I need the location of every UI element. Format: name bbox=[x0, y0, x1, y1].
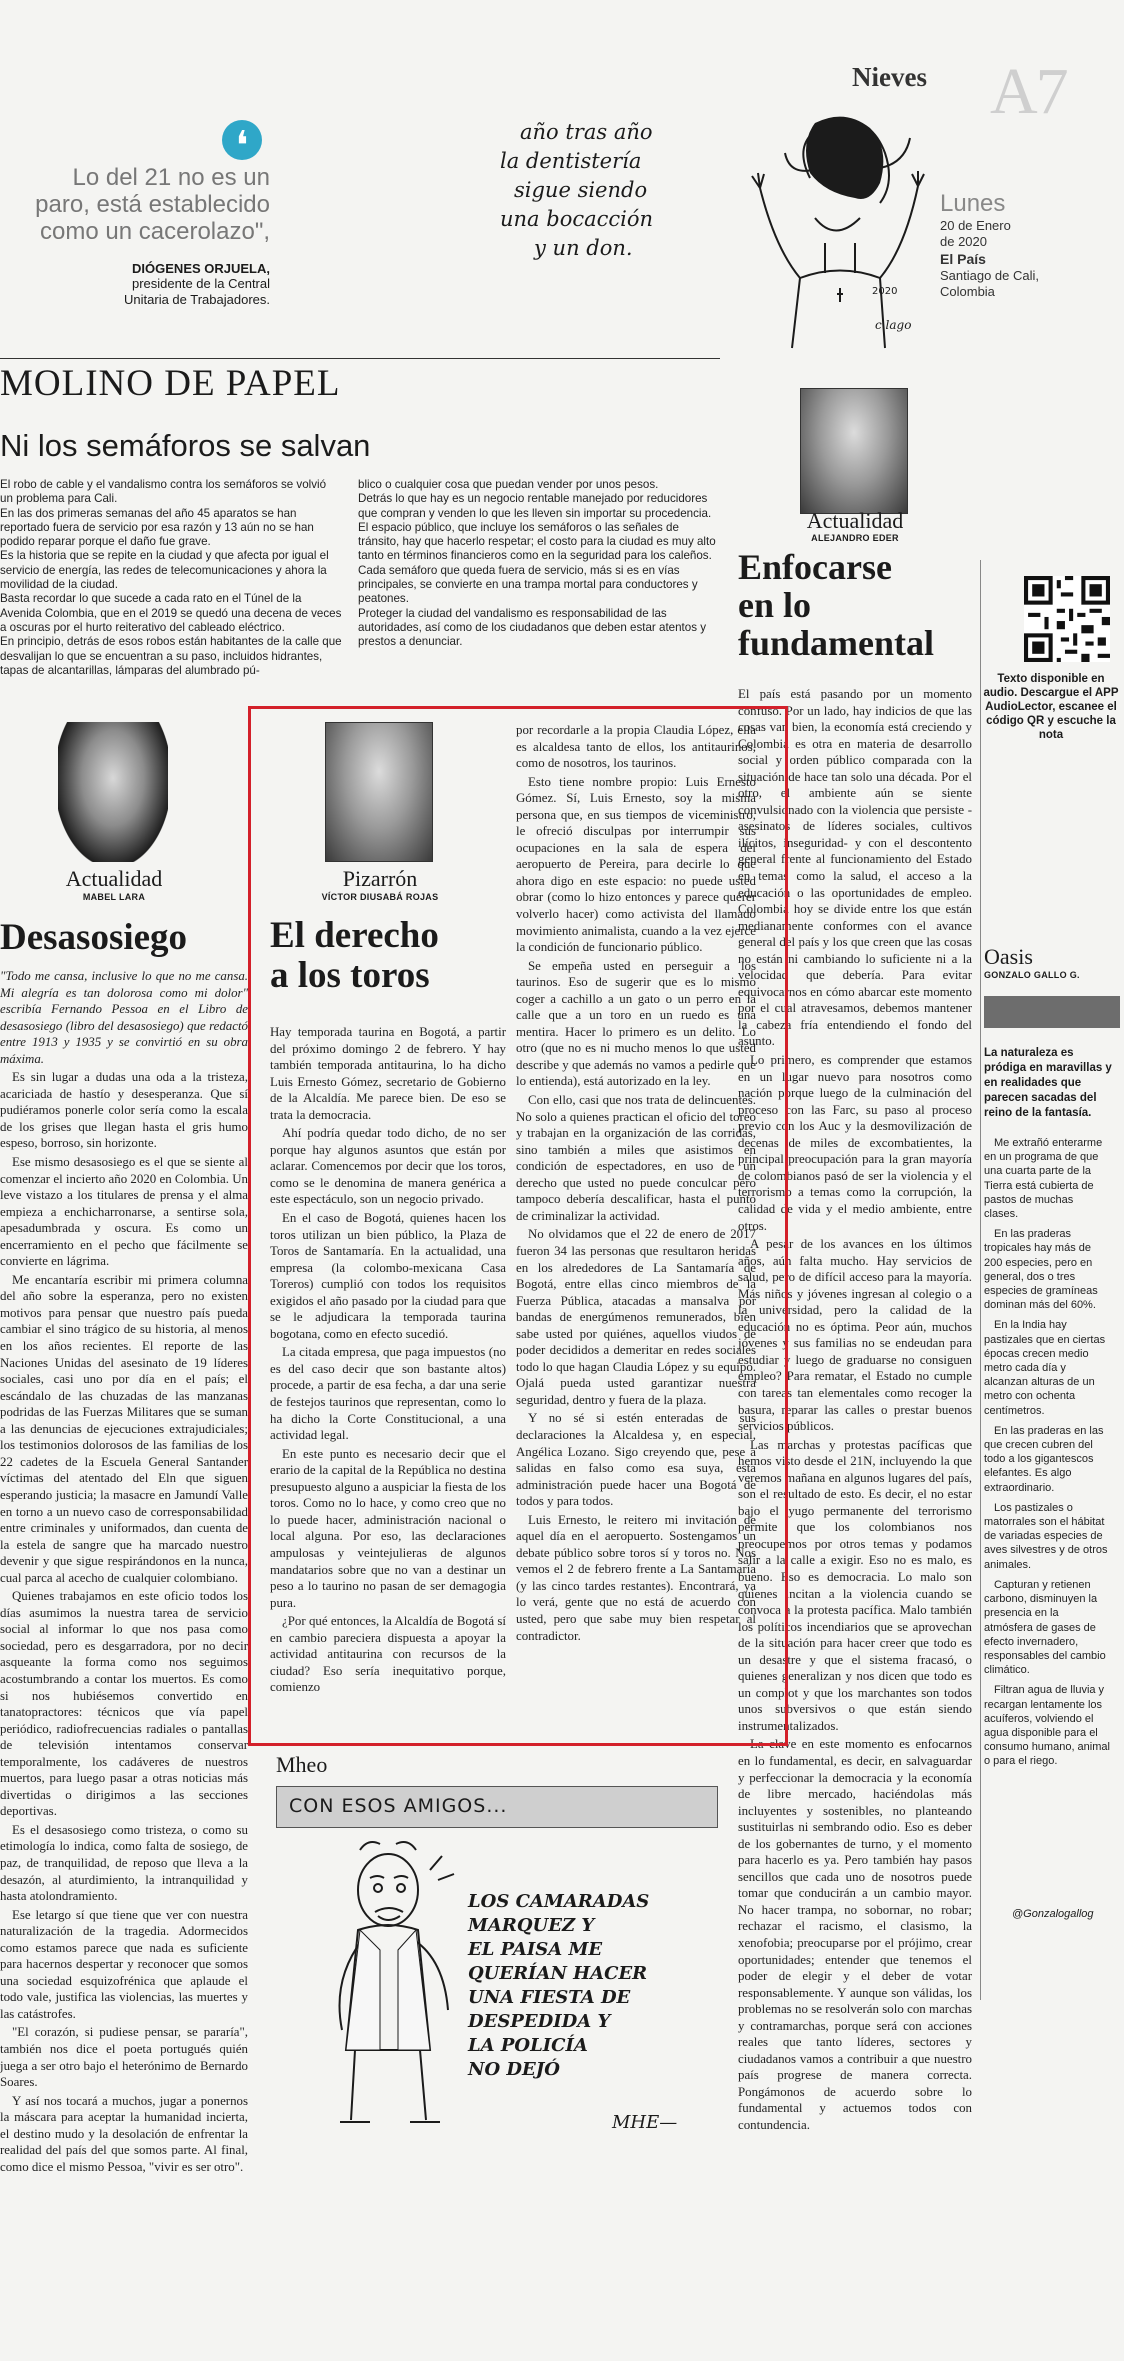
edition-city: Santiago de Cali, Colombia bbox=[940, 268, 1040, 299]
quote-text: Lo del 21 no es un paro, está establecido como un cacerolazo", bbox=[35, 164, 270, 245]
speech-line: UNA FIESTA DE bbox=[468, 1987, 631, 2008]
paragraph: Me extrañó enterarme en un programa de que una cuarta parte de la Tierra está cubierta de pastos de muchas clases. bbox=[984, 1137, 1103, 1221]
speech-line: EL PAISA ME bbox=[468, 1939, 603, 1960]
qr-caption: Texto disponible en audio. Descargue el APP AudioLector, escanee el código QR y escuche la nota bbox=[983, 673, 1119, 741]
quote-mark-icon: ❛ bbox=[222, 120, 262, 160]
paragraph: En la India hay pastizales que en ciertas épocas crecen medio metro cada día y alcanzan alturas de un metro con ochenta centímetros. bbox=[984, 1319, 1106, 1417]
mheo-speech bbox=[468, 1890, 698, 2082]
paragraph: Me encantaría escribir mi primera columna del año sobre la esperanza, pero no existen motivos para pensar que nuestro país pueda cambiar el sino trágico de su historia, al menos en los años recientes. El reporte de las Naciones Unidas del asesinato de 19 líderes sociales, casi uno por día en el país; el escándalo de las chuzadas de las manzanas podridas de las Fuerzas Militares que se suman a las denuncias de ejecuciones extrajudiciales; los testimonios dolorosos de las familias de los 22 cadetes de la Escuela General Santander víctimas del atentado del Eln que siguen esperando justicia; la masacre en Jamundí Valle en torno a un nuevo caso de corresponsabilidad entre criminales y uniformados, dan cuenta de la estela de sangre que ha marcado nuestro devenir y que sigue respirándonos en la nunca, cual parca al acecho de cualquier colombiano. bbox=[0, 1272, 248, 1585]
mheo-character-illustration bbox=[300, 1830, 470, 2140]
mheo-signature: MHE— bbox=[612, 2112, 678, 2133]
paragraph: Cada semáforo que queda fuera de servicio, más si es en vías principales, se convierte en una trampa mortal para conductores y peatones. bbox=[358, 563, 698, 606]
eder-headline bbox=[738, 548, 968, 662]
paragraph: Las marchas y protestas pacíficas que hemos visto desde el 21N, incluyendo la que veremos mañana en algunos lugares del país, son el resultado de esto. Es decir, el no estar bajo el yugo permanente del terrorismo permite que los colombianos nos preocupemos por otros temas y podamos salir a la calle a exigir. Eso no es malo, es bueno. Eso es democracia. Lo malo son quienes incitan a la violencia cuando se convoca a la protesta pacífica. Malo también los políticos incendiarios que se aprovechan de la situación para hacer creer que todo es un desastre y que el sistema fracasó, o quienes generalizan y nos dicen que todo es un complot y que los marchantes son todos unos subversivos o que están siendo instrumentalizados. bbox=[738, 1437, 972, 1733]
rojas-author: VÍCTOR DIUSABÁ ROJAS bbox=[321, 892, 439, 902]
molino-column-1 bbox=[0, 478, 342, 708]
paragraph: Y no sé si estén enteradas de sus declaraciones la Alcaldesa y, en especial, Angélica Lozano. Sigo creyendo que, pese a salidas en falso como esa suya, esta administración puede hacer una Bogotá de todos y para todos. bbox=[516, 1411, 756, 1509]
paragraph: En las praderas en las que crecen cubren del todo a los gigantescos elefantes. Es algo extraordinario. bbox=[984, 1424, 1104, 1494]
paragraph: En este punto es necesario decir que el erario de la capital de la República no destina presupuesto alguno a auspiciar la fiesta de los toros. Como no lo hace, y como creo que no lo puede hacer, administración nacional o local alguna. Por eso, las declaraciones ampulosas y veintejulieras de algunos mandatarios sobre que no van a destinar un peso a lo taurino no pasan de ser demagogia pura. bbox=[270, 1446, 506, 1610]
edition-day: Lunes bbox=[940, 190, 1006, 217]
paragraph: No olvidamos que el 22 de enero de 2017 fueron 34 las personas que resultaron heridas en los alrededores de La Santamaría de Bogotá, entre ellas cinco miembros de la Fuerza Pública, atacadas a mansalva por bandas de energúmenos remunerados, bien sabe usted por quiénes, aquellos viudos de poder decididos a demeritar en redes sociales todo lo que hagan Claudia López y su equipo. Ojalá pueda usted garantizar nuestra seguridad, dentro y fuera de la plaza. bbox=[516, 1227, 756, 1407]
rojas-column-1 bbox=[270, 1024, 506, 1724]
page-number: A7 bbox=[990, 55, 1067, 128]
molino-headline: Ni los semáforos se salvan bbox=[0, 428, 371, 463]
cartoon-signature: c.lago bbox=[875, 318, 912, 332]
paragraph: Con ello, casi que nos trata de delincuentes. No solo a quienes practican el oficio del toreo y trabajan en la organización de las corridas, sino también a miles que asistimos en condición de espectadores, en uso de un derecho que usted no puede conculcar pero tampoco debería descalificar, hasta el punto de criminalizar la actividad. bbox=[516, 1093, 756, 1223]
paragraph: En las dos primeras semanas del año 45 aparatos se han reportado fuera de servicio por esa razón y 13 aún no se han podido reparar porque el daño fue grave. bbox=[0, 506, 314, 549]
paragraph: Filtran agua de lluvia y recargan lentamente los acuíferos, volviendo el agua disponible para el consumo humano, animal o para el riego. bbox=[984, 1684, 1110, 1768]
speech-line: NO DEJÓ bbox=[468, 2059, 560, 2080]
paragraph: Esto tiene nombre propio: Luis Ernesto Gómez. Sí, Luis Ernesto, soy la misma persona que, en sus tiempos de viceministro, le ofreció disculpas por interrumpir sus ocupaciones en la sala de espera del aeropuerto de Pereira, para decirle lo que ahora digo en este espacio: no puede usted obrar (como lo hizo entonces y parece querer volverlo hacer) como activista del llamado movimiento animalista, cuando a la vez ejerce la condición de funcionario público. bbox=[516, 774, 756, 955]
speech-line: QUERÍAN HACER bbox=[468, 1963, 648, 1984]
lara-headline: Desasosiego bbox=[0, 917, 188, 958]
headline-line: a los toros bbox=[270, 955, 430, 996]
speech-line: MARQUEZ Y bbox=[468, 1915, 595, 1936]
paragraph: Basta recordar lo que sucede a cada rato en el Túnel de la Avenida Colombia, que en el 2019 se quedó una decena de veces a oscuras por el hurto reiterativo del cableado eléctrico. bbox=[0, 592, 342, 634]
eder-author: ALEJANDRO EDER bbox=[811, 533, 899, 543]
paragraph: A pesar de los avances en los últimos años, aún falta mucho. Hay servicios de salud, pero de difícil acceso para la mayoría. Más niños y jóvenes ingresan al colegio o a la universidad, pero la calidad de la educación no es óptima. Peor aún, muchos jóvenes y sus familias no se endeudan para estudiar y luego de graduarse no consiguen empleo? Para rematar, el Estado no cumple con tareas tan elementales como recoger la basura, reparar las calles o prestar buenos servicios públicos. bbox=[738, 1237, 972, 1434]
molino-column-2 bbox=[358, 478, 716, 708]
edition-date: 20 de Enero de 2020 bbox=[940, 218, 1011, 249]
paragraph: Los pastizales o matorrales son el hábitat de variadas especies de aves silvestres y de otros animales. bbox=[984, 1501, 1108, 1571]
oasis-lead: La naturaleza es pródiga en maravillas y en realidades que parecen sacadas del reino de la fantasía. bbox=[984, 1047, 1112, 1119]
paragraph: Proteger la ciudad del vandalismo es responsabilidad de las autoridades, así como de los ciudadanos que deben estar atentos y prestos a denunciar. bbox=[358, 606, 707, 649]
caption-line: la dentistería bbox=[500, 149, 642, 173]
paragraph: Es la historia que se repite en la ciudad y que afecta por igual el servicio de energía, las redes de telecomunicaciones y ahora la movilidad de la ciudad. bbox=[0, 549, 329, 592]
paragraph: En el caso de Bogotá, quienes hacen los toros utilizan un bien público, la Plaza de Toros de Santamaría. En la actualidad, una empresa (la colombo-mexicana Casa Toreros) cumplió con todos los requisitos exigidos el año pasado por la ciudad para que se le adjudicara la temporada taurina bogotana, como en efecto sucedió. bbox=[270, 1211, 506, 1341]
lara-body bbox=[0, 968, 248, 2210]
author-photo-rojas bbox=[325, 722, 433, 862]
paragraph: La clave en este momento es enfocarnos en lo fundamental, es decir, en salvaguardar y perfeccionar la democracia y la economía de libre mercado, haciéndolas más incluyentes y sostenibles, no planteando sustituirlas ni sembrando odio. Eso es deber de los gobernantes de turno, y el momento para hacerlo es ya. Pero también hay pasos sencillos que cada uno de nosotros puede tomar que conducirán a un cambio mayor. No hacer trampa, no sobornar, no robar; rechazar el racismo, el clasismo, la xenofobia; preocuparse por el prójimo, crear oportunidades; entender que tenemos el poder de elegir y el deber de votar responsablemente. Y aunque son válidas, los problemas no se resolverán solo con marchas y contramarchas, porque será con acciones reales que tanto líderes, sectores y ciudadanos vamos a contribuir a que nuestro país progrese de manera correcta. Pongámonos de acuerdo sobre lo fundamental y actuemos todos con contundencia. bbox=[738, 1737, 972, 2133]
speech-line: DESPEDIDA Y bbox=[468, 2011, 611, 2032]
paragraph: ¿Por qué entonces, la Alcaldía de Bogotá sí en cambio pareciera dispuesta a apoyar la actividad antitaurina con recursos de la ciudad? Eso sería inequitativo porque, comienzo bbox=[270, 1614, 506, 1695]
molino-kicker: MOLINO DE PAPEL bbox=[0, 363, 341, 404]
paragraph: Ese mismo desasosiego es el que se siente al comenzar el incierto año 2020 en Colombia. Un leve vistazo a los titulares de prensa y el alma empieza a enchicharronarse, a sentirse sola, apesadumbrada y oscura. Es como un encerramiento en el pecho que fácilmente se convierte en lágrima. bbox=[0, 1155, 248, 1269]
quote-role: presidente de la Central Unitaria de Trabajadores. bbox=[124, 276, 270, 307]
oasis-author: GONZALO GALLO G. bbox=[984, 970, 1080, 980]
speech-line: LOS CAMARADAS bbox=[468, 1891, 650, 1912]
paragraph: Es sin lugar a dudas una oda a la tristeza, acariciada de hastío y desesperanza. Que sí pudiéramos ponerle color sería como la escala de los grises que llegan hasta el gris humo espeso, borroso, sin horizonte. bbox=[0, 1070, 248, 1151]
caption-line: y un don. bbox=[534, 236, 633, 260]
paragraph: "Todo me cansa, inclusive lo que no me cansa. Mi alegría es tan dolorosa como mi dolor" escribía Fernando Pessoa en el Libro de desasosiego (libro del desasosiego) que redactó entre 1913 y 1935 y se convirtió en su obra máxima. bbox=[0, 969, 248, 1066]
paragraph: Lo primero, es comprender que estamos en un lugar nuevo para nosotros como nación porque luego de la culminación del proceso con las Farc, su paso al proceso previo con los Auc y la desmovilización de decenas de miles de excombatientes, la principal preocupación para la gran mayoría de colombianos pasó de ser la violencia y el terrorismo a temas como la corrupción, la calidad de vida y el medio ambiente, entre otros. bbox=[738, 1053, 972, 1233]
eder-column-name: Actualidad bbox=[806, 508, 904, 533]
paragraph: Se empeña usted en perseguir a los taurinos. Eso de sugerir que es lo mismo coger a cachillo a un gato o un perro en la calle que a un toro en un ruedo es una mentira. Hacer lo primero es un delito. Lo otro (que no es ni mucho menos lo que usted describe y que además no vamos a pedirle que lo entienda), está autorizado en la ley. bbox=[516, 958, 756, 1089]
speech-line: LA POLICÍA bbox=[468, 2035, 588, 2056]
paragraph: Hay temporada taurina en Bogotá, a partir del próximo domingo 2 de febrero. Y hay también temporada antitaurina, lo ha dicho Luis Ernesto Gómez, secretario de Gobierno de la Alcaldía. Me parece bien. De eso se trata la democracia. bbox=[270, 1025, 506, 1122]
oasis-body bbox=[984, 1136, 1110, 1876]
rojas-headline bbox=[270, 916, 510, 996]
paragraph: En las praderas tropicales hay más de 200 especies, pero en general, dos o tres especies de gramíneas dominan más del 60%. bbox=[984, 1228, 1098, 1312]
author-photo-lara bbox=[58, 722, 168, 862]
caption-line: una bocacción bbox=[500, 207, 654, 231]
caption-line: año tras año bbox=[520, 120, 653, 144]
headline-line: Enfocarse bbox=[738, 547, 892, 587]
headline-line: en lo bbox=[738, 585, 812, 625]
quote-block bbox=[30, 164, 270, 308]
lara-column-name: Actualidad bbox=[65, 866, 163, 891]
cartoon-caption bbox=[500, 118, 720, 263]
oasis-handle[interactable]: @Gonzalogallog bbox=[1012, 1908, 1094, 1920]
oasis-column-name: Oasis bbox=[984, 944, 1033, 969]
paragraph: La citada empresa, que paga impuestos (no es del caso decir que son bastante altos) procede, a partir de esa fecha, a dar una serie de festejos taurinos que representan, como lo ha dicho la Corte Constitucional, a una actividad legal. bbox=[270, 1345, 506, 1443]
author-photo-eder bbox=[800, 388, 908, 514]
paragraph: Ahí podría quedar todo dicho, de no ser porque hay algunos asuntos que están por aclarar. Comencemos por decir que los toros, como se le denomina de manera genérica a este espectáculo, son un negocio privado. bbox=[270, 1126, 506, 1207]
paragraph: En principio, detrás de esos robos están habitantes de la calle que desvalijan lo que se encuentran a su paso, incluidos hidrantes, tapas de alcantarillas, lámparas del alumbrado pú- bbox=[0, 635, 342, 677]
headline-line: fundamental bbox=[738, 623, 935, 663]
quote-author: DIÓGENES ORJUELA, bbox=[132, 261, 270, 276]
lara-author: MABEL LARA bbox=[82, 892, 146, 902]
oasis-header-bar bbox=[984, 996, 1120, 1028]
section-name: Nieves bbox=[852, 62, 927, 92]
mheo-banner bbox=[276, 1786, 718, 1828]
headline-line: El derecho bbox=[270, 915, 439, 956]
qr-code-icon[interactable] bbox=[1024, 576, 1110, 662]
paragraph: Y así nos tocará a muchos, jugar a ponernos la máscara para aceptar la humanidad incierta, el destino mudo y la desolación de enfrentar la realidad del país del que somos parte. Al final, como dice el mismo Pessoa, "vivir es ser otro". bbox=[0, 2093, 248, 2174]
paragraph: Es el desasosiego como tristeza, o como su etimología lo indica, como falta de sosiego, de paz, de tranquilidad, de reposo que lleva a la desazón, al aturdimiento, la intranquilidad y hasta atolondramiento. bbox=[0, 1822, 248, 1904]
edition-paper: El País bbox=[940, 251, 986, 267]
edition-info bbox=[940, 190, 1090, 300]
column-rule bbox=[980, 560, 981, 2000]
paragraph: Capturan y retienen carbono, disminuyen la presencia en la atmósfera de gases de efecto invernadero, responsables del cambio climático. bbox=[984, 1578, 1106, 1677]
cartoon-year: 2020 bbox=[872, 286, 898, 297]
divider bbox=[0, 358, 720, 359]
rojas-column-name: Pizarrón bbox=[342, 866, 418, 891]
paragraph: Ese letargo sí que tiene que ver con nuestra naturalización de la tragedia. Adormecidos como estamos parece que nada es suficiente para hacernos despertar y reconocer que somos una sociedad esquizofrénica que aplaude el todo vale, justifica las violencias, las muertes y las catástrofes. bbox=[0, 1907, 248, 2021]
paragraph: El robo de cable y el vandalismo contra los semáforos se volvió un problema para Cali. bbox=[0, 478, 327, 506]
rojas-column-2 bbox=[516, 722, 756, 1726]
paragraph: "El corazón, si pudiese pensar, se pararía", también nos dice el poeta portugués quién juega a ser otro bajo el heterónimo de Bernardo Soares. bbox=[0, 2025, 248, 2090]
paragraph: Luis Ernesto, le reitero mi invitación de aquel día en el aeropuerto. Sostengamos un debate público sobre toros sí y toros no. Nos vemos el 2 de febrero frente a La Santamaría (y las cinco tardes restantes). Encontrará, ya lo verá, gente que no está de acuerdo con usted, pero que sabe muy bien respetar al contradictor. bbox=[516, 1512, 756, 1643]
paragraph: El espacio público, que incluye los semáforos o las señales de tránsito, hay que hacerlo respetar; el costo para la ciudad es muy alto tanto en términos financieros como en la seguridad para los caleños. bbox=[358, 520, 716, 563]
paragraph: El país está pasando por un momento confuso. Por un lado, hay indicios de que las cosas van bien, la economía está creciendo y Colombia es otra en materia de desarrollo social y orden público comparada con la situación de hace tan solo una década. Por el otro, el ambiente aún se siente convulsionado con la violencia que persiste -asesinatos de líderes sociales, cultivos ilícitos, inseguridad- y con el descontento general frente al funcionamiento del Estado en temas como la salud, el acceso a la educación o las oportunidades de empleo. Colombia hoy se divide entre los que están medianamente conformes con el avance general del país y los que creen que las cosas no están ni cambiando lo suficiente ni a la velocidad que debería. Para evitar equivocarnos en cómo abarcar este momento por el cual atravesamos, debemos mantener la cabeza fría entendiendo el fondo del asunto. bbox=[738, 687, 972, 1049]
paragraph: blico o cualquier cosa que puedan vender por unos pesos. bbox=[358, 478, 659, 491]
mheo-banner-text: CON ESOS AMIGOS... bbox=[289, 1795, 508, 1817]
paragraph: Quienes trabajamos en este oficio todos los días asumimos la nuestra tarea de servicio social al informar lo que nos pasa como sociedad, pero es desgarradora, por no decir asqueante la forma como nos seguimos acostumbrando a contar los muertos. Es como si nos hubiésemos convertido en tanatopractores: técnicos que vía papel periódico, radiofrecuencias radiales o pantallas de televisión intentamos conservar temporalmente, los cadáveres de nuestros muertos, para luego pasar a otras noticias más divertidas o dirigimos a las secciones deportivas. bbox=[0, 1589, 248, 1819]
paragraph: Detrás lo que hay es un negocio rentable manejado por reducidores que compran y venden lo que les lleven sin importar su procedencia. bbox=[358, 492, 712, 520]
mheo-label: Mheo bbox=[276, 1752, 328, 1777]
caption-line: sigue siendo bbox=[514, 178, 648, 202]
paragraph: por recordarle a la propia Claudia López, ella es alcaldesa tanto de ellos, los antitaurinos, como de nosotros, los taurinos. bbox=[516, 723, 756, 771]
